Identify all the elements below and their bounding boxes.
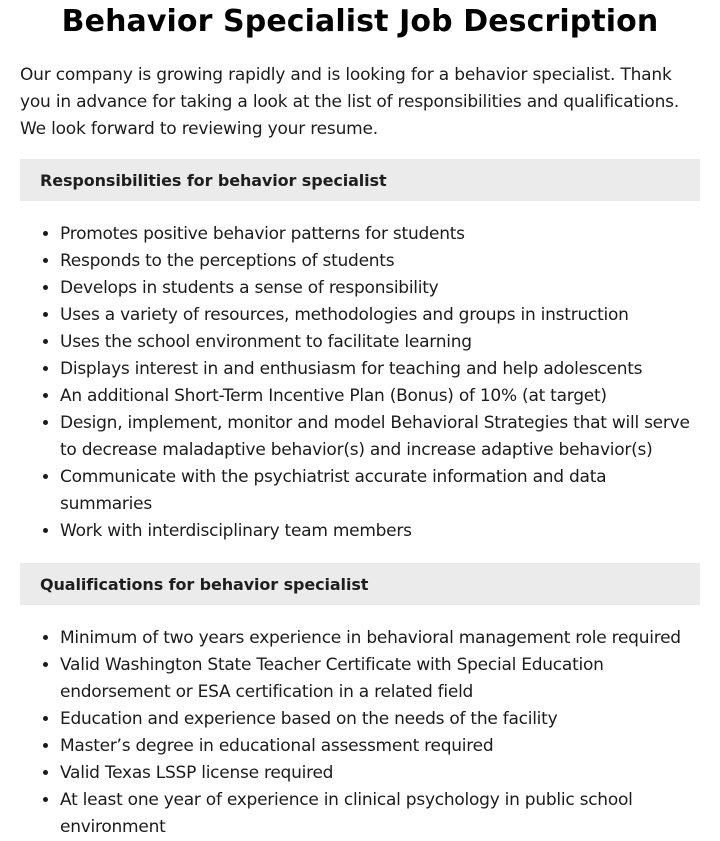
page-title: Behavior Specialist Job Description [61,4,659,39]
list-item: • Promotes positive behavior patterns for students [60,221,700,248]
list-item: • Minimum of two years experience in behavioral management role required [60,625,700,652]
list-item: • At least one year of experience in clinical psychology in public school environment [60,787,700,841]
list-item: • An additional Short-Term Incentive Plan (Bonus) of 10% (at target) [60,383,700,410]
list-item: • Uses a variety of resources, methodologies and groups in instruction [60,302,700,329]
list-item: • Design, implement, monitor and model Behavioral Strategies that will serve to decrease maladaptive behavior(s) and increase adaptive behavior(s) [60,410,700,464]
intro-paragraph: Our company is growing rapidly and is looking for a behavior specialist. Thank you in advance for taking a look at the list of responsibilities and qualifications. We look forward to reviewing your resume. [20,65,680,139]
list-item: • Master’s degree in educational assessment required [60,733,700,760]
list-item: • Communicate with the psychiatrist accurate information and data summaries [60,464,700,518]
list-item: • Education and experience based on the needs of the facility [60,706,700,733]
qualifications-heading-text: Qualifications for behavior specialist [40,574,369,594]
list-item: • Develops in students a sense of responsibility [60,275,700,302]
list-item: • Valid Washington State Teacher Certificate with Special Education endorsement or ESA certification in a related field [60,652,700,706]
responsibilities-heading-text: Responsibilities for behavior specialist [40,170,387,190]
responsibilities-list [0,221,720,545]
list-item: • Displays interest in and enthusiasm for teaching and help adolescents [60,356,700,383]
list-item: • Work with interdisciplinary team members [60,518,700,545]
list-item: • Uses the school environment to facilitate learning [60,329,700,356]
list-item: • Valid Texas LSSP license required [60,760,700,787]
qualifications-list [0,625,720,841]
responsibilities-heading [20,159,700,201]
list-item: • Responds to the perceptions of students [60,248,700,275]
qualifications-heading [20,563,700,605]
